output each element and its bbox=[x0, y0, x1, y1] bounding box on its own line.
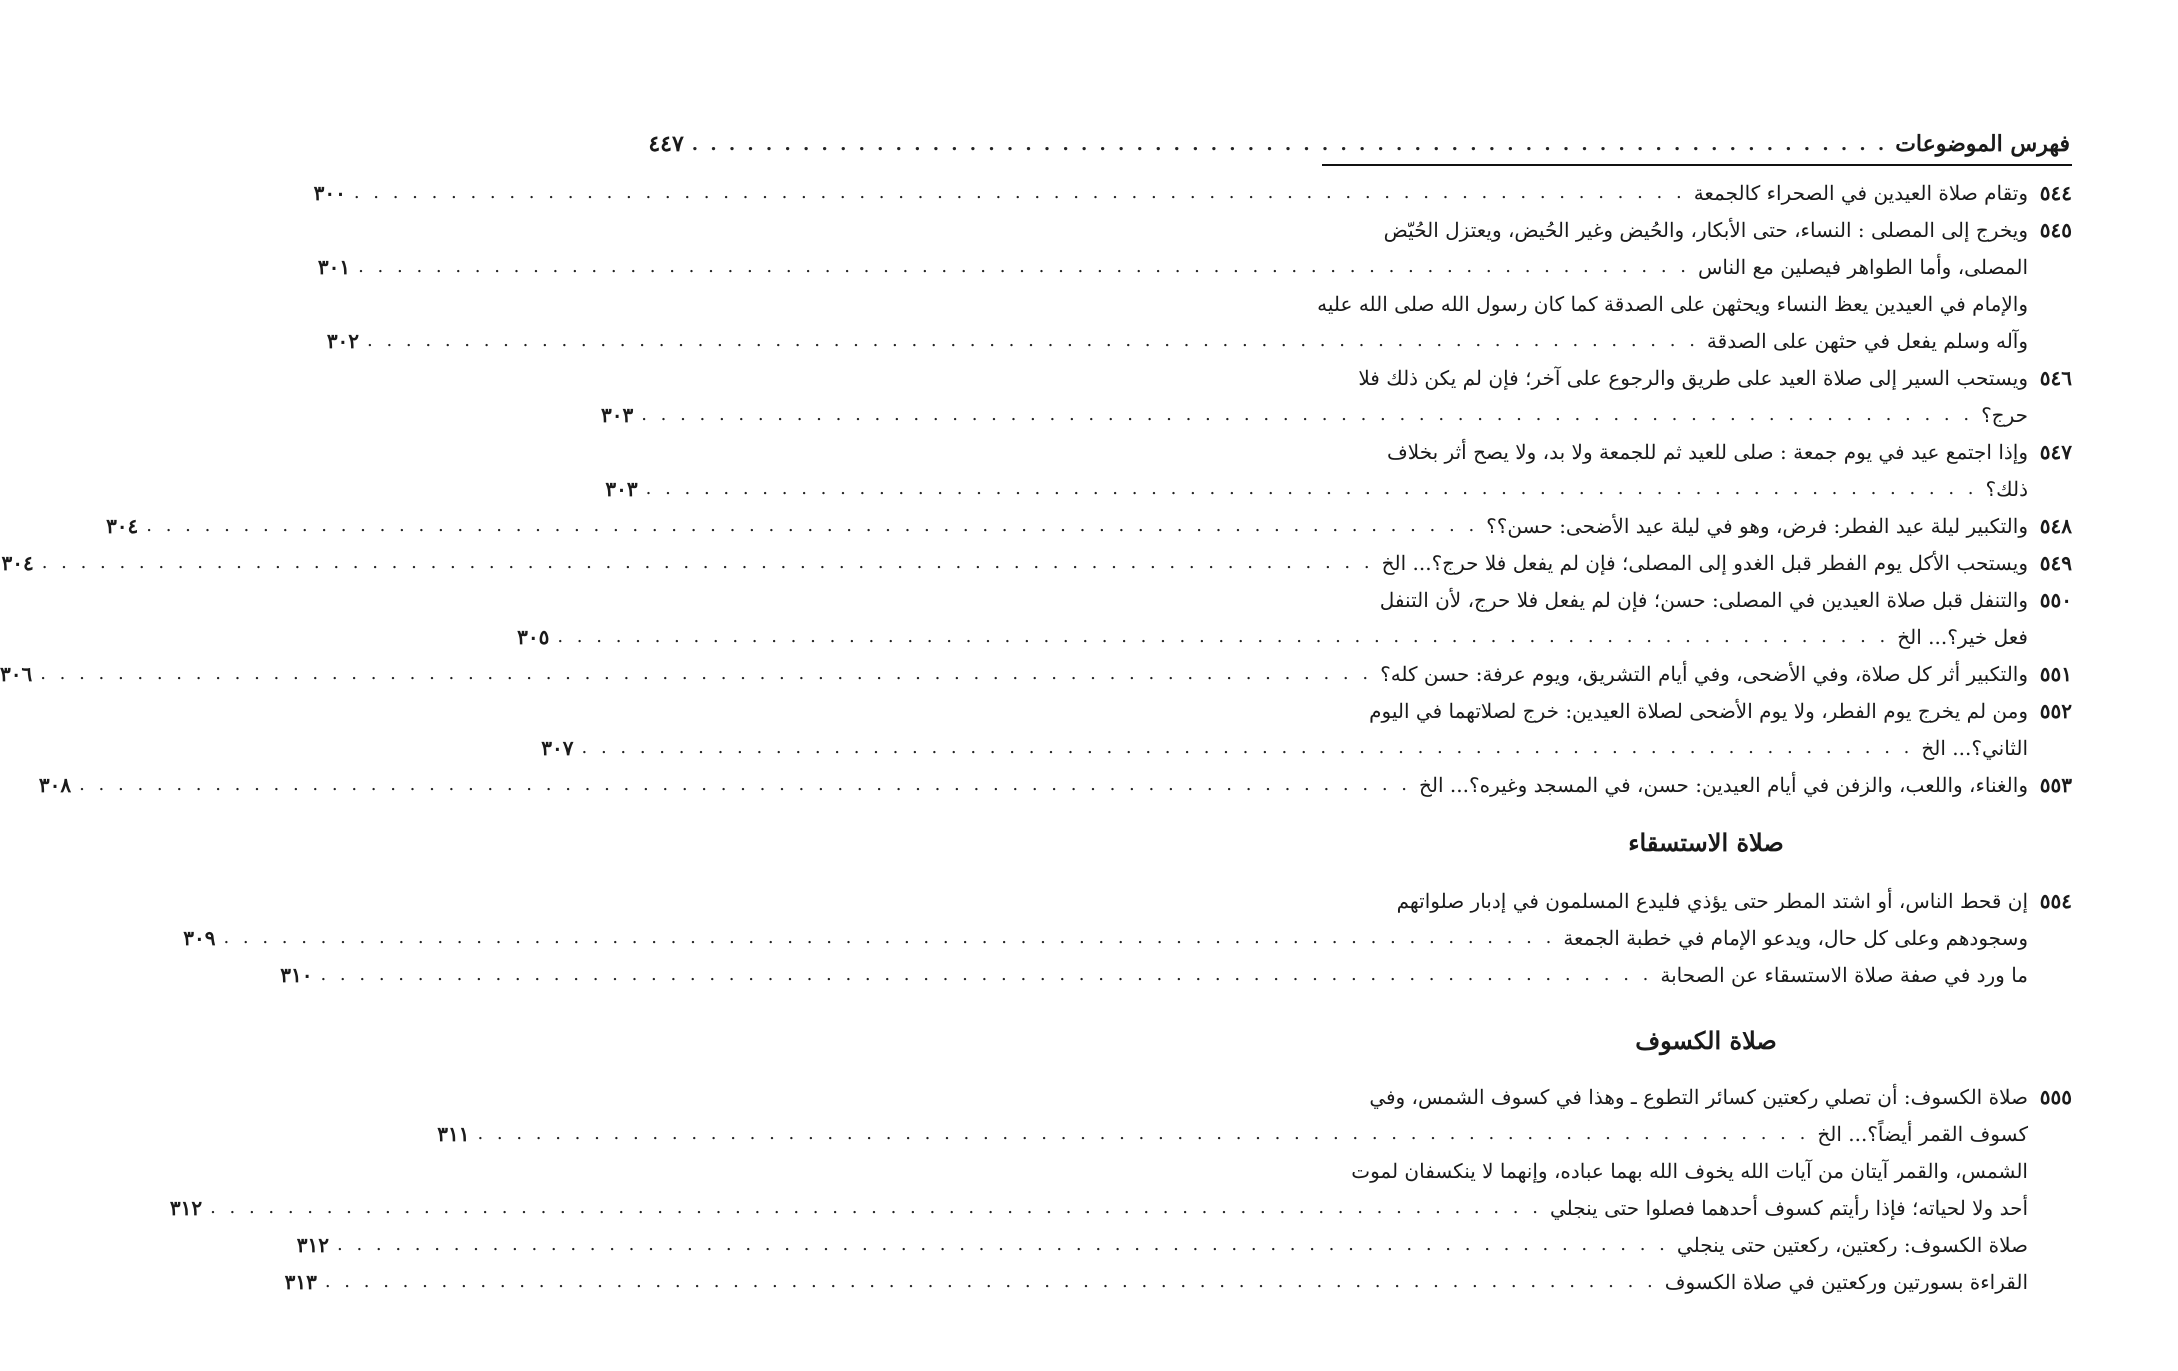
toc-line bbox=[1322, 692, 2072, 729]
toc-line bbox=[280, 956, 2072, 993]
entry-text: ومن لم يخرج يوم الفطر، ولا يوم الأضحى لصلاة العيدين: خرج لصلاتهما في اليوم bbox=[1369, 698, 2028, 723]
toc-line bbox=[296, 1226, 2072, 1263]
entry-number: ٥٥٣ bbox=[2039, 772, 2072, 797]
entry-text: كسوف القمر أيضاً؟... الخ bbox=[1817, 1121, 2028, 1146]
entry-text: وتقام صلاة العيدين في الصحراء كالجمعة bbox=[1693, 180, 2028, 205]
toc-line bbox=[1322, 211, 2072, 248]
entry-text: حرج؟ bbox=[1981, 402, 2028, 427]
header-page-number: ٤٤٧ bbox=[648, 131, 684, 157]
toc-line bbox=[1322, 433, 2072, 470]
entry-page-number: ٣٠٧ bbox=[541, 735, 574, 760]
toc-entry bbox=[605, 433, 2072, 507]
toc-line bbox=[106, 507, 2072, 544]
entry-text: صلاة الكسوف: ركعتين، ركعتين حتى ينجلي bbox=[1676, 1232, 2028, 1257]
entry-number: ٥٥١ bbox=[2039, 661, 2072, 686]
toc-line bbox=[0, 655, 2072, 692]
toc-line bbox=[169, 1189, 2072, 1226]
toc-block-kusuf bbox=[169, 1078, 2072, 1300]
entry-number: ٥٥٢ bbox=[2039, 698, 2072, 723]
entry-page-number: ٣١٢ bbox=[296, 1232, 330, 1257]
entry-page-number: ٣٠٤ bbox=[1, 550, 34, 575]
entry-page-number: ٣١٣ bbox=[284, 1269, 317, 1294]
entry-text: والتكبير أثر كل صلاة، وفي الأضحى، وفي أيام التشريق، ويوم عرفة: حسن كله؟ bbox=[1380, 661, 2028, 686]
toc-line bbox=[1322, 581, 2072, 618]
toc-line bbox=[605, 470, 2072, 507]
toc-block-eid bbox=[0, 174, 2072, 803]
entry-text: ذلك؟ bbox=[1985, 476, 2028, 501]
entry-page-number: ٣٠٤ bbox=[106, 513, 139, 538]
toc-line bbox=[38, 766, 2072, 803]
entry-text: أحد ولا لحياته؛ فإذا رأيتم كسوف أحدهما فصلوا حتى ينجلي bbox=[1549, 1195, 2028, 1220]
entry-number: ٥٤٧ bbox=[2039, 439, 2072, 464]
toc-entry bbox=[600, 359, 2072, 433]
entry-page-number: ٣٠١ bbox=[317, 254, 351, 279]
leader-dots: . . . . . . . . . . . . . . . . . . . . . . . . . . . . . . . . . . . . . . . . . . . . . . . . . . . . . . . . . . . . . . . . . . . . . bbox=[210, 1197, 1542, 1218]
toc-entry bbox=[106, 507, 2072, 544]
toc-entry bbox=[541, 692, 2072, 766]
toc-line bbox=[1317, 285, 2072, 322]
leader-dots: . . . . . . . . . . . . . . . . . . . . . . . . . . . . . . . . . . . . . . . . . . . . . . . . . . . . . . . . . . . . . . . . . . . . . bbox=[358, 256, 1690, 277]
toc-entry bbox=[183, 882, 2072, 993]
entry-text: وسجودهم وعلى كل حال، ويدعو الإمام في خطبة الجمعة bbox=[1563, 925, 2028, 950]
leader-dots: . . . . . . . . . . . . . . . . . . . . . . . . . . . . . . . . . . . . . . . . . . . . . . . . . . . . . . . . . . . . . . . . . . . . . bbox=[146, 515, 1479, 536]
leader-dots: . . . . . . . . . . . . . . . . . . . . . . . . . . . . . . . . . . . . . . . . . . . . . . . . . . . . . . . . . . . . . . . . . . . . . bbox=[581, 737, 1914, 758]
toc-entry bbox=[0, 655, 2072, 692]
header-title: فهرس الموضوعات bbox=[1895, 131, 2070, 157]
entry-number: ٥٥٤ bbox=[2039, 888, 2072, 913]
leader-dots: . . . . . . . . . . . . . . . . . . . . . . . . . . . . . . . . . . . . . . . . . . . . . . . . . . . . . . . . . . . . . . . . . . . . . bbox=[557, 626, 1890, 647]
header-leader-dots: . . . . . . . . . . . . . . . . . . . . . . . . . . . . . . . . . . . . . . . . . . . . . . . . . . . . . . . . . . . . . . . . . bbox=[691, 133, 1888, 155]
entry-text: صلاة الكسوف: أن تصلي ركعتين كسائر التطوع ـ وهذا في كسوف الشمس، وفي bbox=[1369, 1084, 2028, 1109]
entry-number: ٥٥٥ bbox=[2039, 1084, 2072, 1109]
toc-line bbox=[1322, 1152, 2072, 1189]
entry-page-number: ٣٠٩ bbox=[183, 925, 216, 950]
toc-line bbox=[1, 544, 2072, 581]
entry-page-number: ٣١١ bbox=[437, 1121, 470, 1146]
entry-number: ٥٤٦ bbox=[2039, 365, 2072, 390]
entry-text: ويستحب السير إلى صلاة العيد على طريق والرجوع على آخر؛ فإن لم يكن ذلك فلا bbox=[1358, 365, 2028, 390]
leader-dots: . . . . . . . . . . . . . . . . . . . . . . . . . . . . . . . . . . . . . . . . . . . . . . . . . . . . . . . . . . . . . . . . . . . . . bbox=[79, 774, 1411, 795]
entry-text: والغناء، واللعب، والزفن في أيام العيدين: حسن، في المسجد وغيره؟... الخ bbox=[1418, 772, 2028, 797]
toc-line bbox=[600, 396, 2072, 433]
leader-dots: . . . . . . . . . . . . . . . . . . . . . . . . . . . . . . . . . . . . . . . . . . . . . . . . . . . . . . . . . . . . . . . . . . . . . bbox=[337, 1234, 1669, 1255]
entry-number: ٥٤٨ bbox=[2039, 513, 2072, 538]
section-title-kusuf: صلاة الكسوف bbox=[1635, 1026, 1777, 1055]
toc-entry bbox=[38, 766, 2072, 803]
entry-page-number: ٣١٠ bbox=[280, 962, 313, 987]
toc-entry bbox=[1, 544, 2072, 581]
toc-line bbox=[517, 618, 2072, 655]
entry-text: والتكبير ليلة عيد الفطر: فرض، وهو في ليلة عيد الأضحى: حسن؟؟ bbox=[1486, 513, 2028, 538]
toc-line bbox=[1322, 1078, 2072, 1115]
entry-text: الشمس، والقمر آيتان من آيات الله يخوف الله بهما عباده، وإنهما لا ينكسفان لموت bbox=[1351, 1158, 2028, 1183]
entry-page-number: ٣١٢ bbox=[169, 1195, 203, 1220]
toc-line bbox=[1322, 359, 2072, 396]
entry-number: ٥٤٤ bbox=[2039, 180, 2072, 205]
leader-dots: . . . . . . . . . . . . . . . . . . . . . . . . . . . . . . . . . . . . . . . . . . . . . . . . . . . . . . . . . . . . . . . . . . . . . bbox=[223, 927, 1556, 948]
entry-text: وإذا اجتمع عيد في يوم جمعة : صلى للعيد ثم للجمعة ولا بد، ولا يصح أثر بخلاف bbox=[1387, 439, 2028, 464]
entry-text: وآله وسلم يفعل في حثهن على الصدقة bbox=[1706, 328, 2028, 353]
toc-block-istisqa bbox=[183, 882, 2072, 993]
toc-line bbox=[183, 919, 2072, 956]
entry-number: ٥٤٥ bbox=[2039, 217, 2072, 242]
entry-text: الثاني؟... الخ bbox=[1921, 735, 2028, 760]
toc-line bbox=[284, 1263, 2072, 1300]
entry-text: القراءة بسورتين وركعتين في صلاة الكسوف bbox=[1664, 1269, 2028, 1294]
entry-page-number: ٣٠٣ bbox=[605, 476, 638, 501]
leader-dots: . . . . . . . . . . . . . . . . . . . . . . . . . . . . . . . . . . . . . . . . . . . . . . . . . . . . . . . . . . . . . . . . . . . . . bbox=[41, 552, 1374, 573]
entry-page-number: ٣٠٥ bbox=[517, 624, 550, 649]
running-header bbox=[648, 126, 2070, 162]
entry-page-number: ٣٠٦ bbox=[0, 661, 33, 686]
toc-entry bbox=[517, 581, 2072, 655]
toc-line bbox=[541, 729, 2072, 766]
entry-text: ويستحب الأكل يوم الفطر قبل الغدو إلى المصلى؛ فإن لم يفعل فلا حرج؟... الخ bbox=[1381, 550, 2028, 575]
entry-page-number: ٣٠٣ bbox=[600, 402, 634, 427]
leader-dots: . . . . . . . . . . . . . . . . . . . . . . . . . . . . . . . . . . . . . . . . . . . . . . . . . . . . . . . . . . . . . . . . . . . . . bbox=[324, 1271, 1657, 1292]
entry-number: ٥٥٠ bbox=[2039, 587, 2072, 612]
entry-page-number: ٣٠٠ bbox=[313, 180, 346, 205]
entry-page-number: ٣٠٢ bbox=[326, 328, 360, 353]
entry-page-number: ٣٠٨ bbox=[38, 772, 72, 797]
header-rule bbox=[1322, 164, 2072, 166]
leader-dots: . . . . . . . . . . . . . . . . . . . . . . . . . . . . . . . . . . . . . . . . . . . . . . . . . . . . . . . . . . . . . . . . . . . . . bbox=[40, 663, 1373, 684]
toc-line bbox=[317, 248, 2072, 285]
toc-entry bbox=[313, 174, 2072, 211]
toc-entry bbox=[317, 211, 2072, 359]
toc-line bbox=[313, 174, 2072, 211]
leader-dots: . . . . . . . . . . . . . . . . . . . . . . . . . . . . . . . . . . . . . . . . . . . . . . . . . . . . . . . . . . . . . . . . . . . . . bbox=[367, 330, 1699, 351]
entry-text: ويخرج إلى المصلى : النساء، حتى الأبكار، والحُيض وغير الحُيض، ويعتزل الحُيّض bbox=[1383, 217, 2028, 242]
entry-text: المصلى، وأما الطواهر فيصلين مع الناس bbox=[1697, 254, 2028, 279]
leader-dots: . . . . . . . . . . . . . . . . . . . . . . . . . . . . . . . . . . . . . . . . . . . . . . . . . . . . . . . . . . . . . . . . . . . . . bbox=[645, 478, 1978, 499]
leader-dots: . . . . . . . . . . . . . . . . . . . . . . . . . . . . . . . . . . . . . . . . . . . . . . . . . . . . . . . . . . . . . . . . . . . . . bbox=[641, 404, 1974, 425]
leader-dots: . . . . . . . . . . . . . . . . . . . . . . . . . . . . . . . . . . . . . . . . . . . . . . . . . . . . . . . . . . . . . . . . . . . . . bbox=[353, 182, 1686, 203]
leader-dots: . . . . . . . . . . . . . . . . . . . . . . . . . . . . . . . . . . . . . . . . . . . . . . . . . . . . . . . . . . . . . . . . . . . . . bbox=[477, 1123, 1810, 1144]
entry-text: فعل خير؟... الخ bbox=[1897, 624, 2028, 649]
toc-line bbox=[1322, 882, 2072, 919]
section-title-istisqa: صلاة الاستسقاء bbox=[1628, 828, 1784, 857]
toc-line bbox=[326, 322, 2072, 359]
entry-text: ما ورد في صفة صلاة الاستسقاء عن الصحابة bbox=[1660, 962, 2028, 987]
entry-number: ٥٤٩ bbox=[2039, 550, 2072, 575]
toc-entry bbox=[169, 1078, 2072, 1300]
toc-line bbox=[437, 1115, 2072, 1152]
entry-text: والإمام في العيدين يعظ النساء ويحثهن على الصدقة كما كان رسول الله صلى الله عليه bbox=[1317, 291, 2028, 316]
leader-dots: . . . . . . . . . . . . . . . . . . . . . . . . . . . . . . . . . . . . . . . . . . . . . . . . . . . . . . . . . . . . . . . . . . . . . bbox=[320, 964, 1653, 985]
entry-text: إن قحط الناس، أو اشتد المطر حتى يؤذي فليدع المسلمون في إدبار صلواتهم bbox=[1396, 888, 2028, 913]
entry-text: والتنفل قبل صلاة العيدين في المصلى: حسن؛ فإن لم يفعل فلا حرج، لأن التنفل bbox=[1379, 587, 2028, 612]
